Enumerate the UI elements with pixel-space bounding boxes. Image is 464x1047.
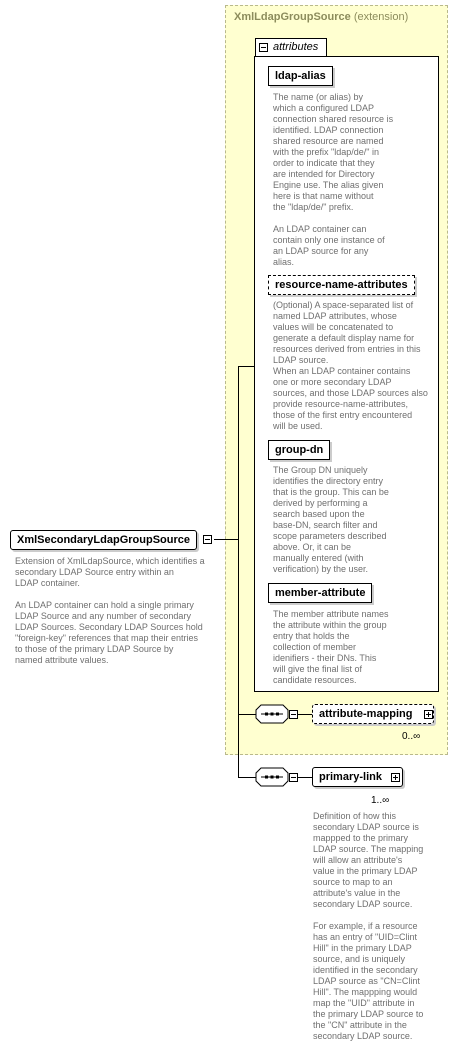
attribute-ldap-alias-description: The name (or alias) by which a configured LDAP connection shared resource is identified. LDAP connection shared resource are named with the prefix "ldap/de/" in order to indicate that they are intended for Directory Engine use. The alias given here is that name without the "ldap/de/" prefix. An LDAP container can contain only one instance of an LDAP source for any alias. (273, 92, 394, 267)
element-primary-link[interactable]: primary-link (312, 767, 403, 787)
primary-link-occurs: 1..∞ (371, 795, 390, 806)
attributes-tab-label: attributes (273, 41, 319, 53)
attribute-mapping-occurs: 0..∞ (402, 731, 421, 742)
primary-link-connector (298, 777, 312, 778)
vertical-trunk-line (238, 366, 239, 777)
sequence-compositor-icon[interactable] (255, 704, 289, 724)
attributes-branch-line (238, 366, 254, 367)
attribute-resource-name-attributes[interactable]: resource-name-attributes (268, 275, 415, 295)
extension-title (234, 11, 408, 23)
element-attribute-mapping[interactable]: attribute-mapping (312, 704, 434, 724)
primary-link-expand-icon[interactable] (391, 773, 400, 782)
attribute-mapping-connector (298, 714, 312, 715)
attribute-member-attribute-description: The member attribute names the attribute within the group entry that holds the collection of member idenifiers - their DNs. This will give the final list of candidate resources. (273, 609, 389, 685)
attribute-mapping-branch-line (238, 714, 256, 715)
root-element-XmlSecondaryLdapGroupSource[interactable]: XmlSecondaryLdapGroupSource (10, 530, 197, 550)
attribute-group-dn-description: The Group DN uniquely identifies the directory entry that is the group. This can be derived by performing a search based upon the base-DN, search filter and scope parameters described above. Or, it can be manually entered (with verification) by the user. (273, 465, 389, 574)
extension-qualifier: (extension) (353, 11, 409, 23)
attributes-collapse-icon[interactable] (259, 43, 268, 52)
extension-type-name: XmlLdapGroupSource (234, 11, 351, 23)
root-description: Extension of XmlLdapSource, which identifies a secondary LDAP Source entry within an LDAP container. An LDAP container can hold a single primary LDAP Source and any number of secondary LDAP Sources. Secondary LDAP Sources hold "foreign-key" references that map their entries to those of the primary LDAP Source by named attribute values. (15, 556, 205, 665)
attribute-member-attribute[interactable]: member-attribute (268, 583, 372, 603)
attribute-ldap-alias[interactable]: ldap-alias (268, 66, 333, 86)
root-connector-line (214, 539, 238, 540)
attribute-mapping-expand-icon[interactable] (424, 710, 433, 719)
attribute-group-dn[interactable]: group-dn (268, 440, 330, 460)
root-collapse-icon[interactable] (203, 535, 212, 544)
sequence-collapse-icon[interactable] (289, 710, 298, 719)
primary-link-description: Definition of how this secondary LDAP source is mappped to the primary LDAP source. The mapping will allow an attribute's value in the primary LDAP source to map to an attribute's value in the secondary LDAP source. For example, if a resource has an entry of "UID=Clint Hill" in the primary LDAP source, and is uniquely identified in the secondary LDAP source as "CN=Clint Hill". The mappping would map the "UID" attribute in the primary LDAP source to the "CN" attribute in the secondary LDAP source. (313, 811, 424, 1041)
sequence-compositor-icon[interactable] (255, 767, 289, 787)
attribute-resource-name-attributes-description: (Optional) A space-separated list of named LDAP attributes, whose values will be concatenated to generate a default display name for resources derived from entries in this LDAP source. When an LDAP container contains one or more secondary LDAP sources, and those LDAP sources also provide resource-name-attributes, those of the first entry encountered will be used. (273, 300, 428, 431)
sequence-collapse-icon[interactable] (289, 773, 298, 782)
primary-link-branch-line (238, 777, 256, 778)
